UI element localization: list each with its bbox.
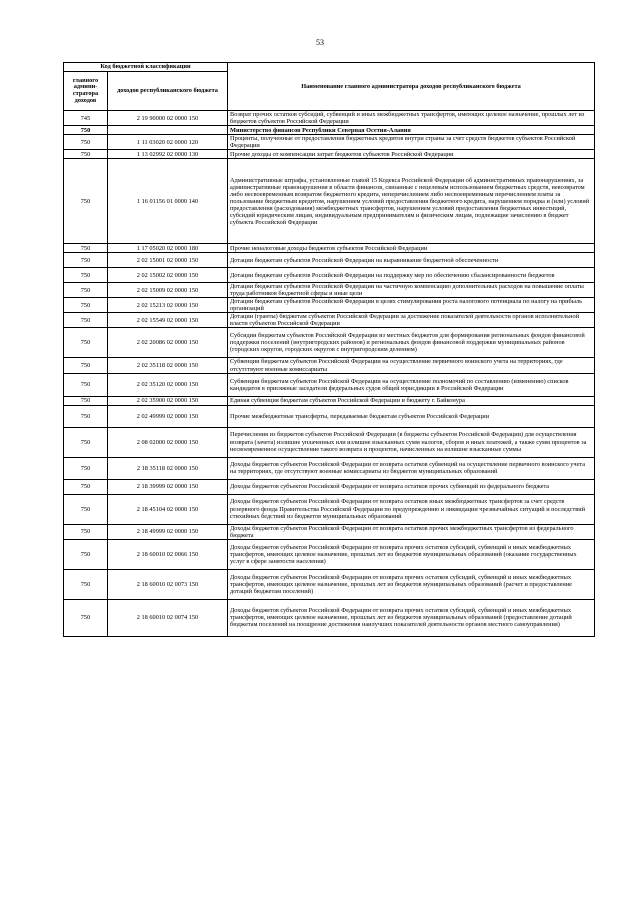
income-name-cell: Прочие межбюджетные трансферты, передаваемые бюджетам субъектов Российской Федерации xyxy=(228,405,595,427)
admin-code-cell: 750 xyxy=(64,396,108,405)
income-code-cell: 2 18 35118 02 0000 150 xyxy=(108,457,228,479)
table-row xyxy=(64,494,595,524)
income-code-cell: 1 13 02992 02 0000 130 xyxy=(108,150,228,159)
income-name-cell: Перечисления из бюджетов субъектов Российской Федерации (в бюджеты субъектов Российской Федерации) для осуществления возврата (зачета) излишне уплаченных или излишне взысканных сумм налогов, сборов и иных платежей, а также сумм процентов за несвоевременное осуществление такого возврата и процентов, начисленных на излишне взысканные суммы xyxy=(228,427,595,457)
page-number: 53 xyxy=(316,38,324,47)
header-classification-code: Код бюджетной классификации xyxy=(64,63,228,72)
table-row xyxy=(64,126,595,135)
admin-code-cell: 750 xyxy=(64,135,108,150)
income-name-cell: Субвенции бюджетам субъектов Российской Федерации на осуществление полномочий по составлению (изменению) списков кандидатов в присяжные заседатели федеральных судов общей юрисдикции в Российской Федерации xyxy=(228,373,595,396)
table-row xyxy=(64,283,595,298)
income-name-cell: Министерство финансов Республики Северная Осетия-Алания xyxy=(228,126,595,135)
table-row xyxy=(64,524,595,539)
table-body xyxy=(64,111,595,637)
income-name-cell: Доходы бюджетов субъектов Российской Федерации от возврата прочих остатков субсидий, субвенций и иных межбюджетных трансфертов, имеющих целевое назначение, прошлых лет из бюджетов муниципальных образований (оказание государственных услуг в сфере занятости населения) xyxy=(228,539,595,569)
income-name-cell: Прочие неналоговые доходы бюджетов субъектов Российской Федерации xyxy=(228,244,595,253)
admin-code-cell: 745 xyxy=(64,111,108,126)
header-admin-code: главного админи- стратора доходов xyxy=(64,72,108,111)
income-code-cell: 2 02 20086 02 0000 150 xyxy=(108,328,228,358)
income-name-cell: Субсидии бюджетам субъектов Российской Федерации из местных бюджетов для формирования региональных фондов финансовой поддержки поселений (внутригородских районов) и региональных фондов финансовой поддержки муниципальных районов (городских округов, городских округов с внутригородским делением) xyxy=(228,328,595,358)
income-code-cell: 2 18 60010 02 0074 150 xyxy=(108,599,228,636)
income-code-cell: 2 02 15009 02 0000 150 xyxy=(108,283,228,298)
admin-code-cell: 750 xyxy=(64,268,108,283)
table-row xyxy=(64,111,595,126)
table-row xyxy=(64,150,595,159)
admin-code-cell: 750 xyxy=(64,479,108,494)
income-code-cell: 2 08 02000 02 0000 150 xyxy=(108,427,228,457)
income-code-cell: 2 02 15001 02 0000 150 xyxy=(108,253,228,268)
income-code-cell: 2 18 45104 02 0000 150 xyxy=(108,494,228,524)
income-name-cell: Доходы бюджетов субъектов Российской Федерации от возврата прочих остатков субсидий, субвенций и иных межбюджетных трансфертов, имеющих целевое назначение, прошлых лет из бюджетов муниципальных образований (расчет и предоставление дотаций бюджетам поселений) xyxy=(228,569,595,599)
table-row xyxy=(64,569,595,599)
admin-code-cell: 750 xyxy=(64,539,108,569)
admin-code-cell: 750 xyxy=(64,405,108,427)
admin-code-cell: 750 xyxy=(64,328,108,358)
admin-code-cell: 750 xyxy=(64,150,108,159)
income-code-cell: 1 17 05020 02 0000 180 xyxy=(108,244,228,253)
income-code-cell: 2 02 35120 02 0000 150 xyxy=(108,373,228,396)
table-row xyxy=(64,479,595,494)
table-row xyxy=(64,457,595,479)
table-row xyxy=(64,135,595,150)
income-code-cell: 2 18 39999 02 0000 150 xyxy=(108,479,228,494)
admin-code-cell: 750 xyxy=(64,244,108,253)
admin-code-cell: 750 xyxy=(64,569,108,599)
admin-code-cell: 750 xyxy=(64,253,108,268)
income-name-cell: Прочие доходы от компенсации затрат бюджетов субъектов Российской Федерации xyxy=(228,150,595,159)
table-row xyxy=(64,159,595,244)
income-name-cell: Доходы бюджетов субъектов Российской Федерации от возврата остатков субвенций на осуществление первичного воинского учета на территориях, где отсутствуют военные комиссариаты из бюджетов муниципальных образований xyxy=(228,457,595,479)
income-name-cell: Дотации бюджетам субъектов Российской Федерации на частичную компенсацию дополнительных расходов на повышение оплаты труда работников бюджетной сферы и иные цели xyxy=(228,283,595,298)
income-code-cell: 2 18 49999 02 0000 150 xyxy=(108,524,228,539)
income-code-cell: 2 18 60010 02 0073 150 xyxy=(108,569,228,599)
admin-code-cell: 750 xyxy=(64,358,108,373)
table-row xyxy=(64,253,595,268)
admin-code-cell: 750 xyxy=(64,494,108,524)
income-name-cell: Доходы бюджетов субъектов Российской Федерации от возврата прочих остатков субсидий, субвенций и иных межбюджетных трансфертов, имеющих целевое назначение, прошлых лет из бюджетов муниципальных образований (предоставление дотаций бюджетам поселений на поощрение достижения наилучших показателей деятельности органов местного самоуправления) xyxy=(228,599,595,636)
income-name-cell: Возврат прочих остатков субсидий, субвенций и иных межбюджетных трансфертов, имеющих целевое назначение, прошлых лет из бюджетов субъектов Российской Федерации xyxy=(228,111,595,126)
table-row xyxy=(64,539,595,569)
income-name-cell: Административные штрафы, установленные главой 15 Кодекса Российской Федерации об административных правонарушениях, за административные правонарушения в области финансов, связанные с нецелевым использованием бюджетных средств, невозвратом либо несвоевременным возвратом бюджетного кредита, неперечислением либо несвоевременным перечислением платы за пользование бюджетным кредитом, нарушением условий предоставления бюджетного кредита, нарушением порядка и (или) условий предоставления (расходования) межбюджетных трансфертов, нарушением условий предоставления бюджетных инвестиций, субсидий юридическим лицам, индивидуальным предпринимателям и физическим лицам, подлежащие зачислению в бюджет субъекта Российской Федерации xyxy=(228,159,595,244)
table-row xyxy=(64,244,595,253)
income-code-cell: 2 02 35900 02 0000 150 xyxy=(108,396,228,405)
admin-code-cell: 750 xyxy=(64,283,108,298)
header-administrator-name: Наименование главного администратора доходов республиканского бюджета xyxy=(228,63,595,111)
income-code-cell: 1 11 03020 02 0000 120 xyxy=(108,135,228,150)
income-name-cell: Дотации бюджетам субъектов Российской Федерации в целях стимулирования роста налогового потенциала по налогу на прибыль организаций xyxy=(228,298,595,313)
admin-code-cell: 750 xyxy=(64,599,108,636)
income-code-cell: 2 02 15213 02 0000 150 xyxy=(108,298,228,313)
income-name-cell: Доходы бюджетов субъектов Российской Федерации от возврата остатков прочих межбюджетных трансфертов из федерального бюджета xyxy=(228,524,595,539)
table-row xyxy=(64,427,595,457)
admin-code-cell: 750 xyxy=(64,126,108,135)
income-code-cell xyxy=(108,126,228,135)
header-income-code: доходов республиканского бюджета xyxy=(108,72,228,111)
table-row xyxy=(64,599,595,636)
income-code-cell: 2 02 35118 02 0000 150 xyxy=(108,358,228,373)
income-name-cell: Дотации (гранты) бюджетам субъектов Российской Федерации за достижение показателей деятельности органов исполнительной власти субъектов Российской Федерации xyxy=(228,313,595,328)
admin-code-cell: 750 xyxy=(64,313,108,328)
income-code-cell: 2 18 60010 02 0066 150 xyxy=(108,539,228,569)
admin-code-cell: 750 xyxy=(64,524,108,539)
admin-code-cell: 750 xyxy=(64,373,108,396)
income-name-cell: Проценты, полученные от предоставления бюджетных кредитов внутри страны за счет средств бюджетов субъектов Российской Федерации xyxy=(228,135,595,150)
budget-classification-table xyxy=(63,62,595,637)
admin-code-cell: 750 xyxy=(64,159,108,244)
income-name-cell: Доходы бюджетов субъектов Российской Федерации от возврата остатков прочих субвенций из федерального бюджета xyxy=(228,479,595,494)
table-row xyxy=(64,405,595,427)
income-code-cell: 2 02 15002 02 0000 150 xyxy=(108,268,228,283)
income-name-cell: Единая субвенция бюджетам субъектов Российской Федерации и бюджету г. Байконура xyxy=(228,396,595,405)
table-row xyxy=(64,396,595,405)
income-name-cell: Дотации бюджетам субъектов Российской Федерации на поддержку мер по обеспечению сбалансированности бюджетов xyxy=(228,268,595,283)
income-name-cell: Субвенции бюджетам субъектов Российской Федерации на осуществление первичного воинского учета на территориях, где отсутствуют военные комиссариаты xyxy=(228,358,595,373)
table-row xyxy=(64,298,595,313)
table-row xyxy=(64,313,595,328)
income-code-cell: 2 02 15549 02 0000 150 xyxy=(108,313,228,328)
table-row xyxy=(64,328,595,358)
admin-code-cell: 750 xyxy=(64,427,108,457)
admin-code-cell: 750 xyxy=(64,298,108,313)
income-code-cell: 2 19 90000 02 0000 150 xyxy=(108,111,228,126)
income-name-cell: Дотации бюджетам субъектов Российской Федерации на выравнивание бюджетной обеспеченности xyxy=(228,253,595,268)
table-row xyxy=(64,358,595,373)
income-code-cell: 2 02 49999 02 0000 150 xyxy=(108,405,228,427)
admin-code-cell: 750 xyxy=(64,457,108,479)
table-row xyxy=(64,373,595,396)
income-name-cell: Доходы бюджетов субъектов Российской Федерации от возврата остатков иных межбюджетных трансфертов за счет средств резервного фонда Правительства Российской Федерации по предупреждению и ликвидации чрезвычайных ситуаций и последствий стихийных бедствий из бюджетов муниципальных образований xyxy=(228,494,595,524)
income-code-cell: 1 16 01156 01 0000 140 xyxy=(108,159,228,244)
table-row xyxy=(64,268,595,283)
